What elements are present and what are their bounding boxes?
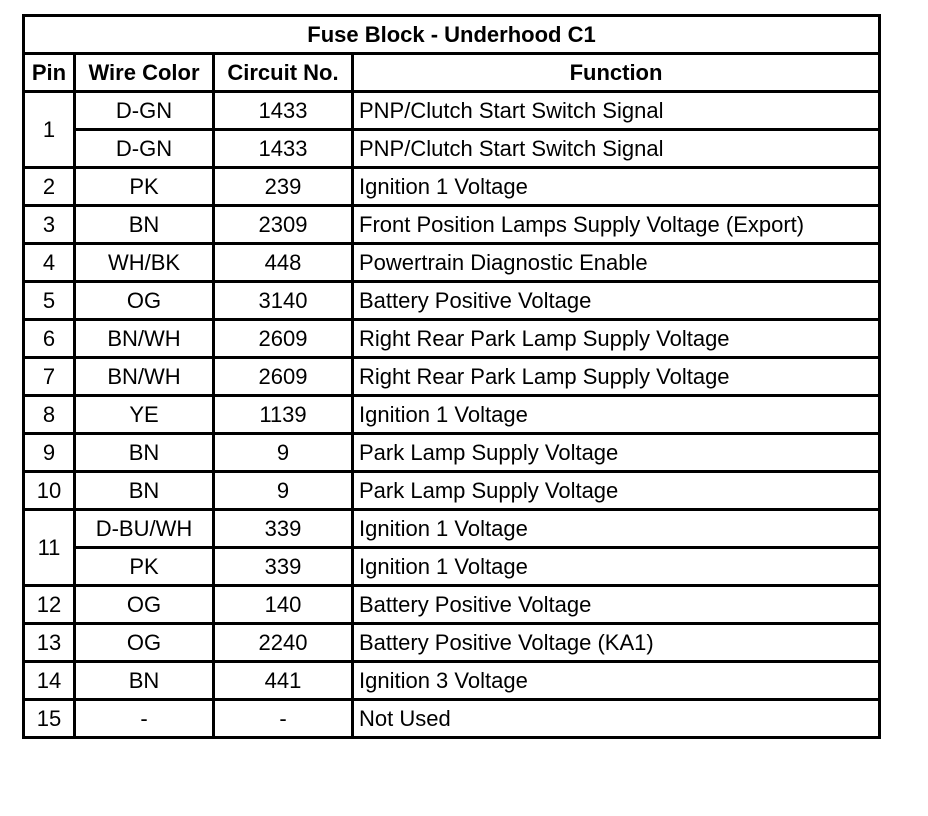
wire-color-cell: PK [75,168,214,206]
wire-color-cell: BN [75,662,214,700]
table-row [24,624,880,662]
pin-cell: 14 [24,662,75,700]
wire-color-cell: - [75,700,214,738]
pin-cell: 4 [24,244,75,282]
table-row [24,510,880,548]
pin-cell: 15 [24,700,75,738]
circuit-cell: 2240 [214,624,353,662]
pin-cell: 11 [24,510,75,586]
circuit-cell: 140 [214,586,353,624]
table-row [24,358,880,396]
pin-cell: 8 [24,396,75,434]
table-row [24,396,880,434]
table-row [24,472,880,510]
table-row [24,168,880,206]
wire-color-cell: YE [75,396,214,434]
header-wire-color: Wire Color [75,54,214,92]
table-row [24,320,880,358]
table-row [24,700,880,738]
wire-color-cell: PK [75,548,214,586]
circuit-cell: 3140 [214,282,353,320]
wire-color-cell: OG [75,282,214,320]
wire-color-cell: OG [75,624,214,662]
function-cell: Ignition 3 Voltage [353,662,880,700]
circuit-cell: 9 [214,472,353,510]
function-cell: Ignition 1 Voltage [353,396,880,434]
circuit-cell: 239 [214,168,353,206]
function-cell: Battery Positive Voltage [353,586,880,624]
function-cell: Not Used [353,700,880,738]
circuit-cell: 448 [214,244,353,282]
circuit-cell: 1433 [214,92,353,130]
wire-color-cell: D-BU/WH [75,510,214,548]
pin-cell: 5 [24,282,75,320]
pin-cell: 13 [24,624,75,662]
pin-cell: 12 [24,586,75,624]
table-row [24,548,880,586]
header-row [24,54,880,92]
pin-cell: 6 [24,320,75,358]
function-cell: Park Lamp Supply Voltage [353,472,880,510]
table-row [24,92,880,130]
pin-cell: 10 [24,472,75,510]
circuit-cell: 339 [214,510,353,548]
wire-color-cell: WH/BK [75,244,214,282]
table-row [24,662,880,700]
circuit-cell: 2609 [214,320,353,358]
table-row [24,282,880,320]
circuit-cell: 441 [214,662,353,700]
table-row [24,130,880,168]
pin-cell: 9 [24,434,75,472]
circuit-cell: 2309 [214,206,353,244]
header-circuit: Circuit No. [214,54,353,92]
wire-color-cell: BN/WH [75,358,214,396]
circuit-cell: 339 [214,548,353,586]
table-row [24,244,880,282]
table-title: Fuse Block - Underhood C1 [24,16,880,54]
table-row [24,586,880,624]
pin-cell: 7 [24,358,75,396]
circuit-cell: 1139 [214,396,353,434]
function-cell: Ignition 1 Voltage [353,548,880,586]
function-cell: Ignition 1 Voltage [353,510,880,548]
circuit-cell: 9 [214,434,353,472]
wire-color-cell: BN [75,206,214,244]
function-cell: PNP/Clutch Start Switch Signal [353,92,880,130]
pin-cell: 3 [24,206,75,244]
circuit-cell: - [214,700,353,738]
wire-color-cell: D-GN [75,92,214,130]
title-row [24,16,880,54]
table-row [24,206,880,244]
function-cell: Right Rear Park Lamp Supply Voltage [353,320,880,358]
pin-cell: 2 [24,168,75,206]
header-pin: Pin [24,54,75,92]
function-cell: Park Lamp Supply Voltage [353,434,880,472]
circuit-cell: 1433 [214,130,353,168]
wire-color-cell: BN [75,434,214,472]
table-row [24,434,880,472]
function-cell: Battery Positive Voltage [353,282,880,320]
fuse-block-table [22,14,881,739]
function-cell: PNP/Clutch Start Switch Signal [353,130,880,168]
function-cell: Right Rear Park Lamp Supply Voltage [353,358,880,396]
wire-color-cell: BN/WH [75,320,214,358]
function-cell: Ignition 1 Voltage [353,168,880,206]
function-cell: Powertrain Diagnostic Enable [353,244,880,282]
function-cell: Front Position Lamps Supply Voltage (Export) [353,206,880,244]
wire-color-cell: D-GN [75,130,214,168]
wire-color-cell: OG [75,586,214,624]
circuit-cell: 2609 [214,358,353,396]
header-function: Function [353,54,880,92]
function-cell: Battery Positive Voltage (KA1) [353,624,880,662]
pin-cell: 1 [24,92,75,168]
wire-color-cell: BN [75,472,214,510]
